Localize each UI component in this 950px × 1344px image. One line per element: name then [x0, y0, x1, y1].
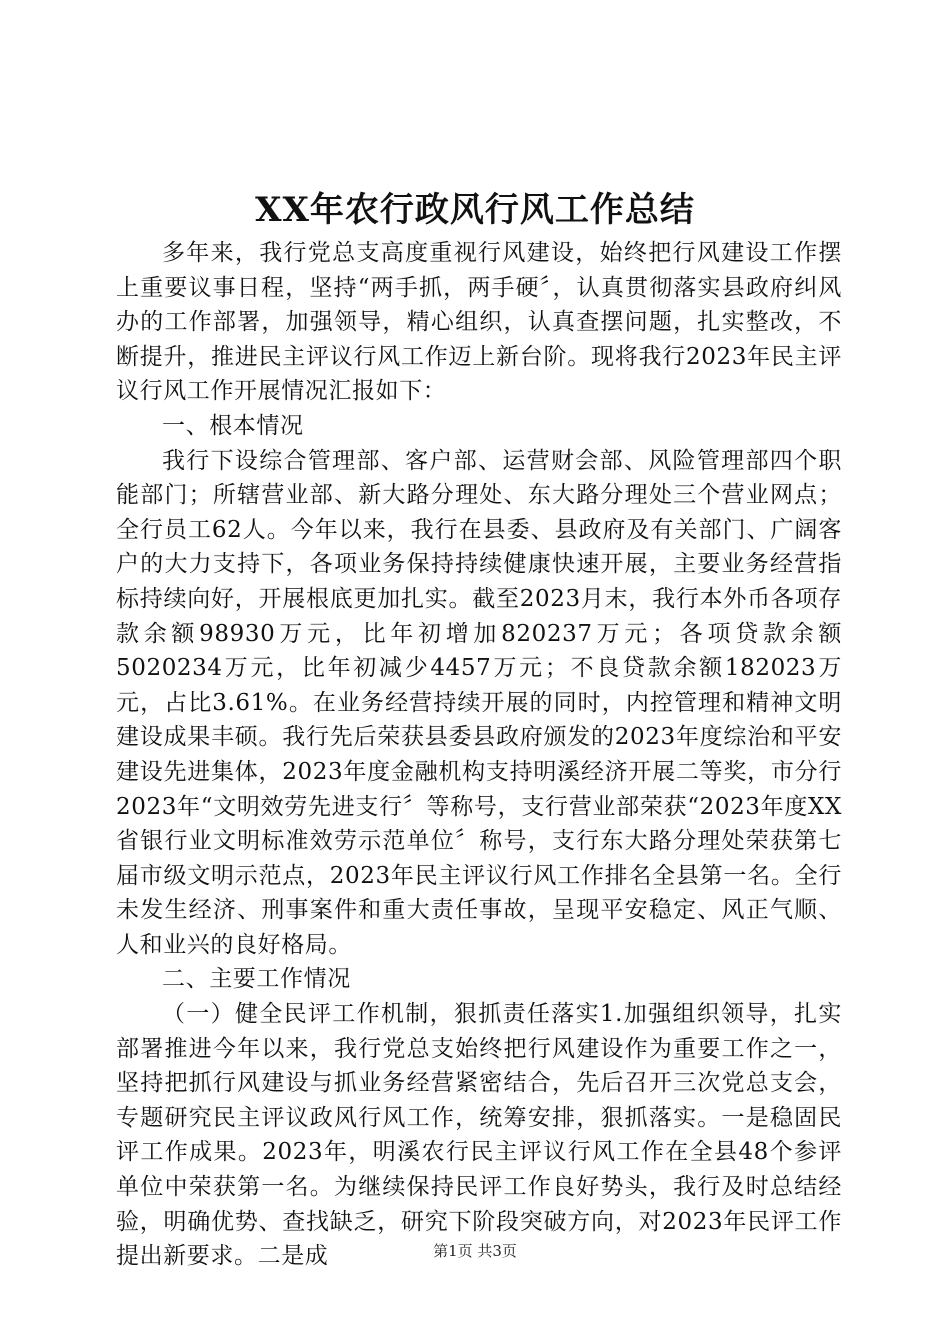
basic-situation-paragraph: 我行下设综合管理部、客户部、运营财会部、风险管理部四个职能部门；所辖营业部、新大路分理处、东大路分理处三个营业网点；全行员工62人。今年以来，我行在县委、县政府及有关部门、广阔客户的大力支持下，各项业务保持持续健康快速开展，主要业务经营指标持续向好，开展根底更加扎实。截至2023月末，我行本外币各项存款余额98930万元，比年初增加820237万元；各项贷款余额5020234万元，比年初减少4457万元；不良贷款余额182023万元，占比3.61%。在业务经营持续开展的同时，内控管理和精神文明建设成果丰硕。我行先后荣获县委县政府颁发的2023年度综治和平安建设先进集体，2023年度金融机构支持明溪经济开展二等奖，市分行2023年“文明效劳先进支行〞等称号，支行营业部荣获“2023年度XX省银行业文明标准效劳示范单位〞称号，支行东大路分理处荣获第七届市级文明示范点，2023年民主评议行风工作排名全县第一名。全行未发生经济、刑事案件和重大责任事故，呈现平安稳定、风正气顺、人和业兴的良好格局。 [116, 447, 842, 958]
intro-paragraph: 多年来，我行党总支高度重视行风建设，始终把行风建设工作摆上重要议事日程，坚持“两手抓，两手硬〞，认真贯彻落实县政府纠风办的工作部署，加强领导，精心组织，认真查摆问题，扎实整改，不断提升，推进民主评议行风工作迈上新台阶。现将我行2023年民主评议行风工作开展情况汇报如下： [116, 240, 842, 405]
main-work-paragraph: （一）健全民评工作机制，狠抓责任落实1.加强组织领导，扎实部署推进今年以来，我行党总支始终把行风建设作为重要工作之一，坚持把抓行风建设与抓业务经营紧密结合，先后召开三次党总支会，专题研究民主评议政风行风工作，统筹安排，狠抓落实。一是稳固民评工作成果。2023年，明溪农行民主评议行风工作在全县48个参评单位中荣获第一名。为继续保持民评工作良好势头，我行及时总结经验，明确优势、查找缺乏，研究下阶段突破方向，对2023年民评工作提出新要求。二是成 [116, 1001, 842, 1270]
document-title: XX年农行政风行风工作总结 [255, 190, 695, 230]
section-heading-basic-situation: 一、根本情况 [162, 412, 304, 439]
document-body [116, 236, 842, 1274]
page-footer: 第1页 共3页 [433, 1242, 517, 1260]
section-heading-main-work: 二、主要工作情况 [162, 966, 351, 993]
